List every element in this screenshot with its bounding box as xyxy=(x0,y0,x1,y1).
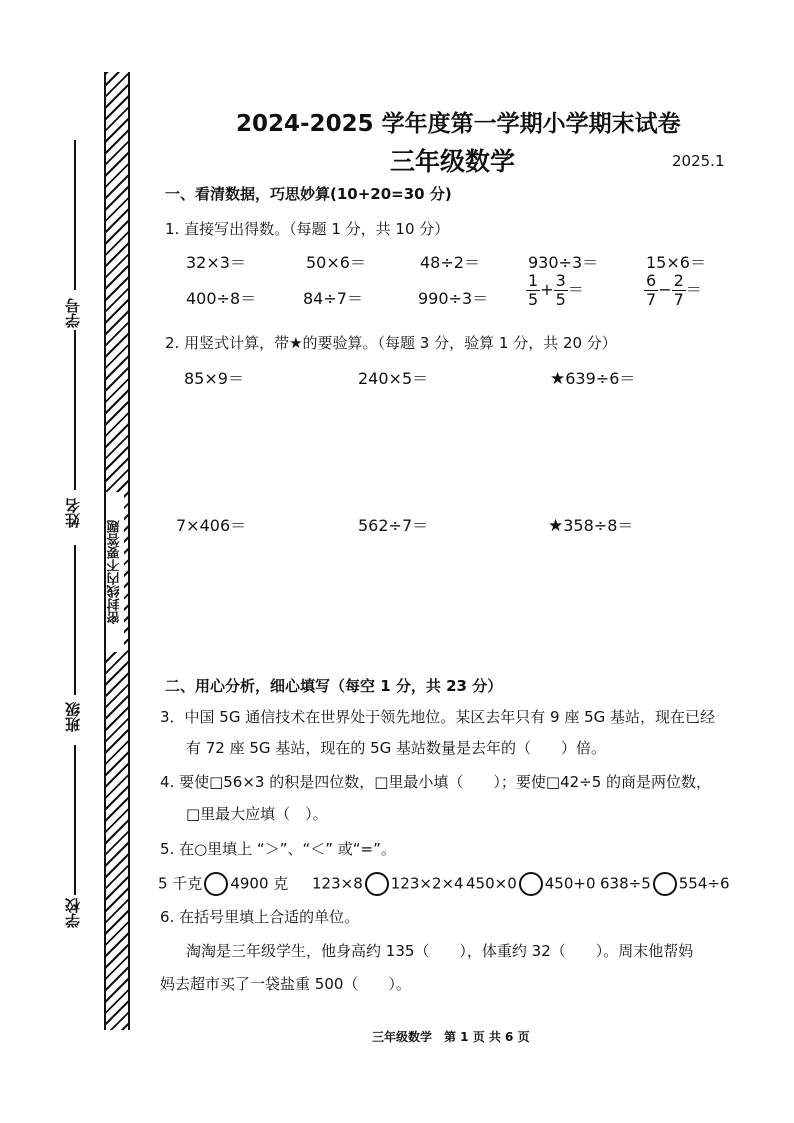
compare-circle[interactable] xyxy=(365,872,389,896)
compare-item: 450×0 450+0 xyxy=(466,872,596,896)
q4-text: 4. 要使□56×3 的积是四位数，□里最小填（ ）；要使□42÷5 的商是两位数， xyxy=(160,773,712,791)
q3-text: 有 72 座 5G 基站，现在的 5G 基站数量是去年的（ ）倍。 xyxy=(186,739,607,757)
fraction-expr-1: $\frac{1}{5}$ + $\frac{3}{5}$ ＝ xyxy=(528,271,584,309)
q1-expr: 84÷7＝ xyxy=(303,289,363,308)
q4-text: □里最大应填（ ）。 xyxy=(186,805,328,823)
q1-expr: 400÷8＝ xyxy=(186,289,257,308)
student-id-label: 学号 xyxy=(64,298,82,328)
section2-heading: 二、用心分析，细心填写（每空 1 分，共 23 分） xyxy=(165,677,503,695)
compare-circle[interactable] xyxy=(204,872,228,896)
q1-expr: 15×6＝ xyxy=(646,253,706,272)
q3-text: 3．中国 5G 通信技术在世界处于领先地位。某区去年只有 9 座 5G 基站，现在已经 xyxy=(160,708,716,726)
class-line xyxy=(74,745,76,895)
exam-title: 2024-2025 学年度第一学期小学期末试卷 xyxy=(236,111,681,137)
q5-text: 5. 在○里填上 “＞”、“＜” 或“=”。 xyxy=(160,840,396,858)
name-line-top xyxy=(74,330,76,490)
q2-expr-check: ★358÷8＝ xyxy=(548,516,634,536)
page-footer: 三年级数学 第 1 页 共 6 页 xyxy=(372,1030,530,1044)
q2-expr: 7×406＝ xyxy=(176,516,247,535)
name-label: 姓名 xyxy=(64,498,82,528)
q6-text: 淘淘是三年级学生，他身高约 135（ ），体重约 32（ ）。周末他帮妈 xyxy=(186,942,694,960)
q1-expr: 990÷3＝ xyxy=(418,289,489,308)
exam-subtitle: 三年级数学 xyxy=(390,147,516,176)
q1-heading: 1. 直接写出得数。（每题 1 分，共 10 分） xyxy=(165,220,450,238)
star-icon: ★ xyxy=(548,516,564,536)
school-label: 学校 xyxy=(64,898,82,928)
q2-expr: 85×9＝ xyxy=(184,369,244,388)
fraction-expr-2: $\frac{6}{7}$ − $\frac{2}{7}$ ＝ xyxy=(646,271,702,309)
compare-circle[interactable] xyxy=(653,872,677,896)
name-line xyxy=(74,545,76,695)
student-id-line xyxy=(74,140,76,290)
compare-circle[interactable] xyxy=(519,872,543,896)
q2-expr: 562÷7＝ xyxy=(358,516,429,535)
q2-heading: 2. 用竖式计算，带★的要验算。（每题 3 分，验算 1 分，共 20 分） xyxy=(165,334,617,352)
compare-item: 5 千克 4900 克 xyxy=(158,872,288,896)
seal-note: 密封线内不要答题 xyxy=(106,492,124,652)
class-label: 班级 xyxy=(64,702,82,732)
compare-item: 123×8 123×2×4 xyxy=(312,872,464,896)
q1-expr: 48÷2＝ xyxy=(420,253,480,272)
q1-expr: 32×3＝ xyxy=(186,253,246,272)
section1-heading: 一、看清数据，巧思妙算(10+20=30 分) xyxy=(165,185,452,203)
q2-expr: 240×5＝ xyxy=(358,369,429,388)
q1-expr: 930÷3＝ xyxy=(528,253,599,272)
star-icon: ★ xyxy=(550,369,566,389)
q2-expr-check: ★639÷6＝ xyxy=(550,369,636,389)
q1-expr: 50×6＝ xyxy=(306,253,366,272)
compare-item: 638÷5 554÷6 xyxy=(600,872,730,896)
q6-text: 6. 在括号里填上合适的单位。 xyxy=(160,908,360,926)
exam-date: 2025.1 xyxy=(672,152,725,170)
q6-text: 妈去超市买了一袋盐重 500（ ）。 xyxy=(160,975,411,993)
